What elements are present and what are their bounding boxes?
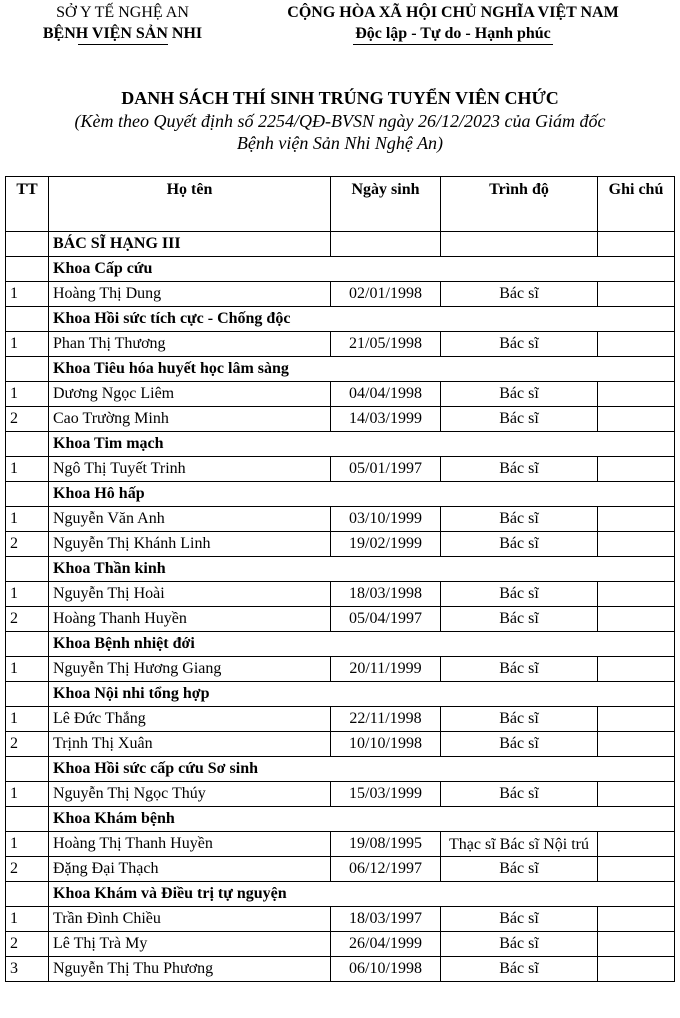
department-name: SỞ Y TẾ NGHỆ AN [56,4,189,21]
note [598,832,675,857]
row-number: 1 [6,582,49,607]
birth-date: 03/10/1999 [331,507,441,532]
section-row [6,232,675,257]
table-header-row [6,177,675,232]
row-number: 3 [6,957,49,982]
birth-date: 05/04/1997 [331,607,441,632]
table-row [6,607,675,632]
note [598,732,675,757]
birth-date: 14/03/1999 [331,407,441,432]
candidate-name: Ngô Thị Tuyết Trinh [49,457,331,482]
section-row [6,257,675,282]
issuer-header [0,2,245,45]
candidate-name: Trần Đình Chiều [49,907,331,932]
document-title: DANH SÁCH THÍ SINH TRÚNG TUYỂN VIÊN CHỨC [121,88,559,108]
section-label: Khoa Nội nhi tổng hợp [49,682,675,707]
note [598,957,675,982]
candidate-table [5,176,675,982]
section-label: Khoa Khám và Điều trị tự nguyện [49,882,675,907]
section-tt-cell [6,807,49,832]
table-row [6,532,675,557]
row-number: 2 [6,732,49,757]
qualification: Bác sĩ [441,707,598,732]
section-tt-cell [6,232,49,257]
hospital-name: BỆNH VIỆN SẢN NHI [42,25,203,42]
birth-date: 18/03/1997 [331,907,441,932]
section-row [6,357,675,382]
col-header-name: Họ tên [49,177,331,232]
qualification: Bác sĩ [441,532,598,557]
section-dob-cell [331,232,441,257]
row-number: 2 [6,407,49,432]
qualification: Bác sĩ [441,332,598,357]
qualification: Bác sĩ [441,382,598,407]
qualification: Bác sĩ [441,957,598,982]
qualification: Bác sĩ [441,457,598,482]
table-body [6,232,675,982]
table-row [6,932,675,957]
col-header-dob: Ngày sinh [331,177,441,232]
row-number: 2 [6,532,49,557]
note [598,532,675,557]
birth-date: 26/04/1999 [331,932,441,957]
table-row [6,707,675,732]
qualification: Bác sĩ [441,582,598,607]
section-row [6,757,675,782]
candidate-name: Phan Thị Thương [49,332,331,357]
table-row [6,732,675,757]
section-level-cell [441,232,598,257]
section-tt-cell [6,682,49,707]
candidate-name: Hoàng Thanh Huyền [49,607,331,632]
birth-date: 04/04/1998 [331,382,441,407]
qualification: Bác sĩ [441,507,598,532]
birth-date: 02/01/1998 [331,282,441,307]
note [598,607,675,632]
row-number: 1 [6,707,49,732]
birth-date: 18/03/1998 [331,582,441,607]
row-number: 1 [6,457,49,482]
table-row [6,857,675,882]
row-number: 2 [6,932,49,957]
section-label: Khoa Tim mạch [49,432,675,457]
candidate-name: Nguyễn Thị Hoài [49,582,331,607]
section-row [6,682,675,707]
section-tt-cell [6,557,49,582]
row-number: 1 [6,657,49,682]
row-number: 2 [6,857,49,882]
subtitle-line-1: (Kèm theo Quyết định số 2254/QĐ-BVSN ngày 26/12/2023 của Giám đốc [74,111,606,131]
motto: Độc lập - Tự do - Hạnh phúc [355,25,551,42]
qualification: Bác sĩ [441,282,598,307]
candidate-name: Nguyễn Thị Khánh Linh [49,532,331,557]
row-number: 1 [6,282,49,307]
note [598,332,675,357]
document-subtitle [0,110,680,154]
birth-date: 20/11/1999 [331,657,441,682]
section-tt-cell [6,307,49,332]
section-tt-cell [6,757,49,782]
col-header-note: Ghi chú [598,177,675,232]
row-number: 1 [6,507,49,532]
section-row [6,632,675,657]
note [598,907,675,932]
birth-date: 10/10/1998 [331,732,441,757]
motto-underline [353,44,553,45]
row-number: 1 [6,907,49,932]
qualification: Bác sĩ [441,732,598,757]
section-row [6,882,675,907]
birth-date: 06/10/1998 [331,957,441,982]
note [598,457,675,482]
section-row [6,557,675,582]
table-row [6,907,675,932]
qualification: Bác sĩ [441,932,598,957]
note [598,282,675,307]
section-note-cell [598,232,675,257]
qualification: Bác sĩ [441,857,598,882]
section-tt-cell [6,357,49,382]
table-row [6,382,675,407]
note [598,857,675,882]
section-label: Khoa Thần kinh [49,557,675,582]
section-tt-cell [6,882,49,907]
note [598,407,675,432]
subtitle-line-2: Bệnh viện Sản Nhi Nghệ An) [236,133,444,153]
note [598,707,675,732]
section-label: Khoa Hồi sức tích cực - Chống độc [49,307,675,332]
section-label: Khoa Khám bệnh [49,807,675,832]
birth-date: 19/08/1995 [331,832,441,857]
note [598,932,675,957]
row-number: 1 [6,332,49,357]
candidate-name: Lê Thị Trà My [49,932,331,957]
note [598,507,675,532]
candidate-name: Nguyễn Thị Ngọc Thúy [49,782,331,807]
candidate-name: Đặng Đại Thạch [49,857,331,882]
row-number: 1 [6,382,49,407]
candidate-name: Nguyễn Thị Thu Phương [49,957,331,982]
qualification: Bác sĩ [441,407,598,432]
country-name: CỘNG HÒA XÃ HỘI CHỦ NGHĨA VIỆT NAM [287,4,619,21]
section-label: Khoa Cấp cứu [49,257,675,282]
section-tt-cell [6,432,49,457]
section-label: Khoa Hồi sức cấp cứu Sơ sinh [49,757,675,782]
section-row [6,482,675,507]
table-row [6,507,675,532]
row-number: 1 [6,782,49,807]
row-number: 1 [6,832,49,857]
section-tt-cell [6,482,49,507]
section-label: Khoa Tiêu hóa huyết học lâm sàng [49,357,675,382]
table-row [6,457,675,482]
col-header-level: Trình độ [441,177,598,232]
candidate-name: Trịnh Thị Xuân [49,732,331,757]
birth-date: 05/01/1997 [331,457,441,482]
birth-date: 15/03/1999 [331,782,441,807]
birth-date: 06/12/1997 [331,857,441,882]
table-row [6,657,675,682]
section-tt-cell [6,632,49,657]
table-row [6,282,675,307]
header-underline [78,44,168,45]
table-row [6,582,675,607]
qualification: Bác sĩ [441,657,598,682]
table-row [6,957,675,982]
row-number: 2 [6,607,49,632]
candidate-name: Nguyễn Thị Hương Giang [49,657,331,682]
candidate-name: Nguyễn Văn Anh [49,507,331,532]
note [598,657,675,682]
note [598,382,675,407]
candidate-name: Hoàng Thị Dung [49,282,331,307]
section-label: Khoa Hô hấp [49,482,675,507]
note [598,782,675,807]
candidate-name: Lê Đức Thắng [49,707,331,732]
table-row [6,832,675,857]
section-row [6,807,675,832]
section-row [6,432,675,457]
qualification: Bác sĩ [441,782,598,807]
birth-date: 21/05/1998 [331,332,441,357]
document-titles [0,86,680,154]
table-row [6,782,675,807]
section-tt-cell [6,257,49,282]
col-header-tt: TT [6,177,49,232]
national-motto [248,2,658,45]
candidate-name: Dương Ngọc Liêm [49,382,331,407]
qualification: Bác sĩ [441,607,598,632]
table-row [6,332,675,357]
birth-date: 22/11/1998 [331,707,441,732]
candidate-name: Hoàng Thị Thanh Huyền [49,832,331,857]
section-label: Khoa Bệnh nhiệt đới [49,632,675,657]
birth-date: 19/02/1999 [331,532,441,557]
candidate-name: Cao Trường Minh [49,407,331,432]
section-row [6,307,675,332]
qualification: Bác sĩ [441,907,598,932]
section-label: BÁC SĨ HẠNG III [49,232,331,257]
note [598,582,675,607]
table-row [6,407,675,432]
qualification: Thạc sĩ Bác sĩ Nội trú [441,832,598,857]
